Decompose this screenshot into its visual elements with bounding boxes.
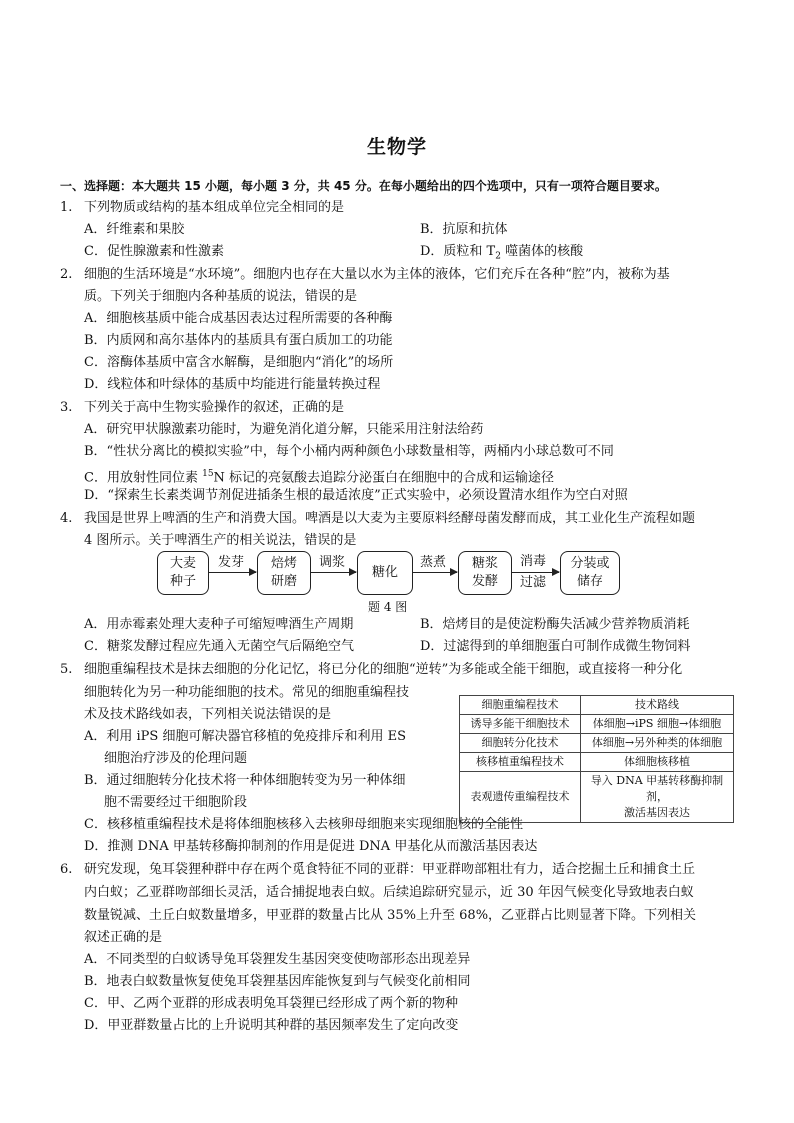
table-cell-line: 激活基因表达 bbox=[624, 806, 690, 819]
option-a[interactable]: A．不同类型的白蚁诱导兔耳袋狸发生基因突变使吻部形态出现差异 bbox=[84, 952, 471, 967]
table-cell: 诱导多能干细胞技术 bbox=[460, 715, 581, 734]
question-number: 1. bbox=[60, 200, 73, 215]
option-c[interactable]: C．促性腺激素和性激素 bbox=[84, 244, 224, 259]
table-cell-line: 导入 DNA 甲基转移酶抑制剂， bbox=[590, 774, 724, 803]
question-stem: 下列物质或结构的基本组成单位完全相同的是 bbox=[84, 200, 345, 215]
flow-arrow bbox=[310, 572, 356, 573]
flow-box-text: 储存 bbox=[576, 574, 603, 589]
flow-label: 调浆 bbox=[319, 555, 346, 570]
table-row bbox=[460, 715, 734, 734]
option-b[interactable]: B．通过细胞转分化技术将一种体细胞转变为另一种体细 bbox=[84, 773, 406, 788]
question-number: 4. bbox=[60, 511, 73, 526]
question-stem-line3: 数量锐减、土丘白蚁数量增多，甲亚群的数量占比从 35%上升至 68%，乙亚群占比则显著下降。下列相关 bbox=[84, 908, 697, 923]
table-cell: 体细胞→iPS 细胞→体细胞 bbox=[581, 715, 734, 734]
flow-arrow bbox=[208, 572, 256, 573]
option-d[interactable]: D．过滤得到的单细胞蛋白可制作成微生物饲料 bbox=[420, 639, 691, 654]
table-header: 细胞重编程技术 bbox=[460, 696, 581, 715]
option-c[interactable]: C．糖浆发酵过程应先通入无菌空气后隔绝空气 bbox=[84, 639, 354, 654]
question-stem-line2: 内白蚁；乙亚群吻部细长灵活，适合捕捉地表白蚁。后续追踪研究显示，近 30 年因气候变化导致地表白蚁 bbox=[84, 885, 694, 900]
option-a[interactable]: A．研究甲状腺激素功能时，为避免消化道分解，只能采用注射法给药 bbox=[84, 422, 484, 437]
table-row bbox=[460, 772, 734, 823]
table-row bbox=[460, 734, 734, 753]
flow-box-saccharify bbox=[357, 551, 413, 595]
question-stem-line2: 质。下列关于细胞内各种基质的说法，错误的是 bbox=[84, 289, 358, 304]
page-title: 生物学 bbox=[366, 136, 427, 158]
flow-box-barley bbox=[157, 551, 209, 595]
option-c-text: C．用放射性同位素 bbox=[84, 470, 203, 486]
question-1 bbox=[60, 197, 72, 219]
reprogramming-table bbox=[459, 695, 734, 823]
table-header: 技术路线 bbox=[581, 696, 734, 715]
figure-caption: 题 4 图 bbox=[368, 600, 408, 614]
option-a[interactable]: A．细胞核基质中能合成基因表达过程所需要的各种酶 bbox=[84, 311, 393, 326]
flow-arrow bbox=[511, 572, 559, 573]
question-stem-line1: 我国是世界上啤酒的生产和消费大国。啤酒是以大麦为主要原料经酵母菌发酵而成，其工业化生产流程如题 bbox=[84, 511, 696, 526]
option-d[interactable]: D．“探索生长素类调节剂促进插条生根的最适浓度”正式实验中，必须设置清水组作为空白对照 bbox=[84, 488, 628, 503]
option-b[interactable]: B．“性状分离比的模拟实验”中，每个小桶内两种颜色小球数量相等，两桶内小球总数可不同 bbox=[84, 444, 614, 459]
flow-box-text: 分装或 bbox=[570, 556, 610, 571]
option-c[interactable]: C．甲、乙两个亚群的形成表明兔耳袋狸已经形成了两个新的物种 bbox=[84, 996, 458, 1011]
question-stem-line1: 研究发现，兔耳袋狸种群中存在两个觅食特征不同的亚群：甲亚群吻部粗壮有力，适合挖掘土丘和捕食土丘 bbox=[84, 862, 696, 877]
option-a[interactable]: A．利用 iPS 细胞可解决器官移植的免疫排斥和利用 ES bbox=[84, 729, 406, 744]
flow-arrow bbox=[412, 572, 457, 573]
option-d-text-end: 噬菌体的核酸 bbox=[500, 244, 584, 259]
table-cell: 细胞转分化技术 bbox=[460, 734, 581, 753]
option-a[interactable]: A．用赤霉素处理大麦种子可缩短啤酒生产周期 bbox=[84, 617, 354, 632]
flow-box-text: 研磨 bbox=[270, 574, 297, 589]
option-d[interactable]: D．甲亚群数量占比的上升说明其种群的基因频率发生了定向改变 bbox=[84, 1018, 459, 1033]
option-b[interactable]: B．地表白蚁数量恢复使兔耳袋狸基因库能恢复到与气候变化前相同 bbox=[84, 974, 471, 989]
question-stem-line1: 细胞重编程技术是抹去细胞的分化记忆，将已分化的细胞“逆转”为多能或全能干细胞，或直接将一种分化 bbox=[84, 662, 683, 677]
option-c[interactable]: C．核移植重编程技术是将体细胞核移入去核卵母细胞来实现细胞核的全能性 bbox=[84, 817, 523, 832]
flow-box-roast bbox=[257, 551, 311, 595]
flow-box-text: 种子 bbox=[169, 574, 196, 589]
question-stem-line2: 细胞转化为另一种功能细胞的技术。常见的细胞重编程技 bbox=[84, 685, 410, 700]
option-b[interactable]: B．抗原和抗体 bbox=[420, 222, 508, 237]
option-b-continuation[interactable]: 胞不需要经过干细胞阶段 bbox=[104, 795, 248, 810]
option-d-text: D．质粒和 T bbox=[420, 244, 496, 259]
option-c-text-end: N 标记的亮氨酸去追踪分泌蛋白在细胞中的合成和运输途径 bbox=[213, 470, 555, 486]
table-cell: 核移植重编程技术 bbox=[460, 753, 581, 772]
question-stem-line2: 4 图所示。关于啤酒生产的相关说法，错误的是 bbox=[84, 533, 357, 548]
table-cell: 表观遗传重编程技术 bbox=[460, 772, 581, 823]
question-number: 5. bbox=[60, 662, 73, 677]
flow-box-package bbox=[560, 551, 620, 595]
question-stem: 下列关于高中生物实验操作的叙述，正确的是 bbox=[84, 400, 345, 415]
question-stem-line4: 叙述正确的是 bbox=[84, 930, 163, 945]
flow-label: 蒸煮 bbox=[420, 555, 447, 570]
question-number: 2. bbox=[60, 267, 73, 282]
flow-box-text: 大麦 bbox=[169, 556, 196, 571]
flow-label: 发芽 bbox=[218, 555, 245, 570]
option-c[interactable]: C．溶酶体基质中富含水解酶，是细胞内“消化”的场所 bbox=[84, 355, 394, 370]
table-header-row bbox=[460, 696, 734, 715]
question-stem-line1: 细胞的生活环境是“水环境”。细胞内也存在大量以水为主体的液体，它们充斥在各种“腔”内，被称为基 bbox=[84, 267, 670, 282]
question-number: 6. bbox=[60, 862, 73, 877]
option-b[interactable]: B．焙烤目的是使淀粉酶失活减少营养物质消耗 bbox=[420, 617, 690, 632]
section-header: 一、选择题：本大题共 15 小题，每小题 3 分，共 45 分。在每小题给出的四个选项中，只有一项符合题目要求。 bbox=[60, 179, 667, 193]
table-cell: 体细胞→另外种类的体细胞 bbox=[581, 734, 734, 753]
option-a[interactable]: A．纤维素和果胶 bbox=[84, 222, 185, 237]
table-row bbox=[460, 753, 734, 772]
flow-label: 过滤 bbox=[520, 575, 547, 590]
question-stem-line3: 术及技术路线如表，下列相关说法错误的是 bbox=[84, 707, 332, 722]
flow-box-text: 焙烤 bbox=[270, 556, 297, 571]
flow-label: 消毒 bbox=[520, 554, 547, 569]
question-number: 3. bbox=[60, 400, 73, 415]
flow-box-text: 糖浆 bbox=[471, 556, 498, 571]
option-b[interactable]: B．内质网和高尔基体内的基质具有蛋白质加工的功能 bbox=[84, 333, 393, 348]
table-cell: 体细胞核移植 bbox=[581, 753, 734, 772]
table-cell bbox=[581, 772, 734, 823]
superscript: 15 bbox=[202, 469, 214, 479]
option-d[interactable]: D．推测 DNA 甲基转移酶抑制剂的作用是促进 DNA 甲基化从而激活基因表达 bbox=[84, 839, 538, 854]
option-d[interactable]: D．线粒体和叶绿体的基质中均能进行能量转换过程 bbox=[84, 377, 381, 392]
flow-box-text: 发酵 bbox=[471, 574, 498, 589]
flow-box-ferment bbox=[458, 551, 512, 595]
option-a-continuation[interactable]: 细胞治疗涉及的伦理问题 bbox=[104, 751, 248, 766]
subscript: 2 bbox=[495, 251, 501, 262]
flow-box-text: 糖化 bbox=[371, 565, 398, 580]
